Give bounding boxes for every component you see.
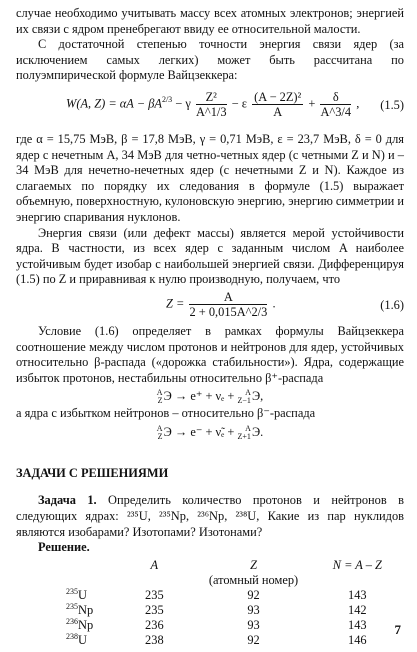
formula1-frac2 [252, 90, 303, 119]
formula-weizsacker: W(A, $Z) = \alpha A - \beta A^{2/3} - \gamma$ $\frac{\text{Z²}}{A\^{}1/3}$ − ε $\frac{\text{(A − 2Z)²}}{A}$ + $\frac{\delta}{A\^{}3/4}$ , (1.5) [66, 89, 404, 119]
paragraph-3: где α = 15,75 МэВ, β = 17,8 МэВ, γ = 0,71 МэВ, ε = 23,7 МэВ, δ = 0 для ядер с нечетным A, 34 МэВ для четно-четных ядер (с четными Z и N) и –34 МэВ для нечетно-нечетных ядер (с нечетными Z и N). Каждое из слагаемых по порядку их следования в формуле (1.5) выражает объемную, поверхностную, кулоновскую энергию, энергию симметрии и энергию спаривания нуклонов. [16, 131, 404, 224]
header-n: N = A – Z [332, 557, 382, 572]
decay-beta-plus: A ZЭ → e⁺ + νₑ + A Z−1Э, [156, 388, 264, 406]
formula1-frac2-top: (A − 2Z)² [254, 89, 302, 104]
formula1-number: (1.5) [380, 97, 404, 112]
header-z: Z [250, 557, 257, 572]
formula1-lhs: W(A, Z) = αA − βA [66, 96, 162, 111]
page-number: 7 [394, 622, 401, 638]
paragraph-1: случае необходимо учитывать массу всех атомных электронов; энергией их связи с ядром пренебрегают ввиду ее относительной малости. [16, 6, 404, 36]
decay2-text: → e⁻ + ν̃ₑ + [174, 424, 235, 439]
decay1-text: → e⁺ + νₑ + [174, 389, 235, 404]
paragraph-6: а ядра с избытком нейтронов – относительно β⁻-распада [16, 406, 316, 421]
formula1-frac3-bot: A^3/4 [320, 104, 352, 119]
formula1-frac1 [196, 90, 227, 119]
formula2-lhs: Z = [166, 296, 185, 311]
solution-table [62, 558, 404, 648]
table-row: $^{235}$Np 235 93 142 [66, 601, 367, 617]
table-subheader-row [62, 573, 404, 588]
formula2-frac [189, 290, 267, 319]
paragraph-4: Энергия связи (или дефект массы) является мерой устойчивости ядра. В частности, из всех ядер с заданным числом A наиболее устойчивым будет изобар с наибольшей энергией связи. Дифференцируя (1.5) по Z и приравнивая к нулю производную, получаем, что [16, 225, 404, 287]
table-header-row [62, 558, 404, 573]
table-row: $^{238}$U 238 92 146 [66, 631, 367, 647]
task-1-text: Определить количество протонов и нейтронов в следующих ядрах: ²³⁵U, ²³⁵Np, ²³⁶Np, ²³⁸U, Какие из пар нуклидов являются изобарами? Изотопами? Изотонами? [16, 493, 404, 539]
formula1-frac3 [320, 90, 351, 119]
formula-stability: Z = $\frac{A}{2 + 0,015A\^{}2/3}$ . (1.6) [166, 289, 404, 319]
header-z-note: (атомный номер) [208, 572, 299, 587]
formula2-bot: 2 + 0,015A^2/3 [189, 304, 268, 319]
formula1-frac1-top: Z² [196, 90, 227, 105]
formula2-number: (1.6) [380, 297, 404, 312]
formula1-frac1-bot: A^1/3 [195, 104, 227, 119]
formula1-frac3-top: δ [320, 90, 351, 105]
table-row: $^{236}$Np 236 93 143 [66, 616, 367, 632]
formula1-exp: 2/3 [161, 95, 173, 105]
task-1 [16, 493, 404, 540]
paragraph-5: Условие (1.6) определяет в рамках формулы Вайцзеккера соотношение между числом протонов и нейтронов для ядер, устойчивых относительно β-распада («дорожка стабильности»). Ядра, содержащие избыток протонов, нестабильны относительно β⁺-распада [16, 323, 404, 385]
solution-label: Решение. [38, 540, 90, 555]
paragraph-2: С достаточной степенью точности энергия связи ядер (за исключением самых легких) может быть рассчитана по полуэмпирической формуле Вайцзеккера: [16, 37, 404, 83]
decay-beta-minus: A ZЭ → e⁻ + ν̃ₑ + A Z+1Э. [156, 424, 264, 442]
table-row: $^{235}$U 235 92 143 [66, 586, 367, 602]
page-content [16, 6, 404, 648]
header-a: A [150, 557, 159, 572]
formula2-top: A [189, 290, 267, 305]
formula1-frac2-bot: A [273, 104, 283, 119]
task-1-label: Задача 1. [38, 493, 97, 508]
section-heading: ЗАДАЧИ С РЕШЕНИЯМИ [16, 465, 169, 480]
